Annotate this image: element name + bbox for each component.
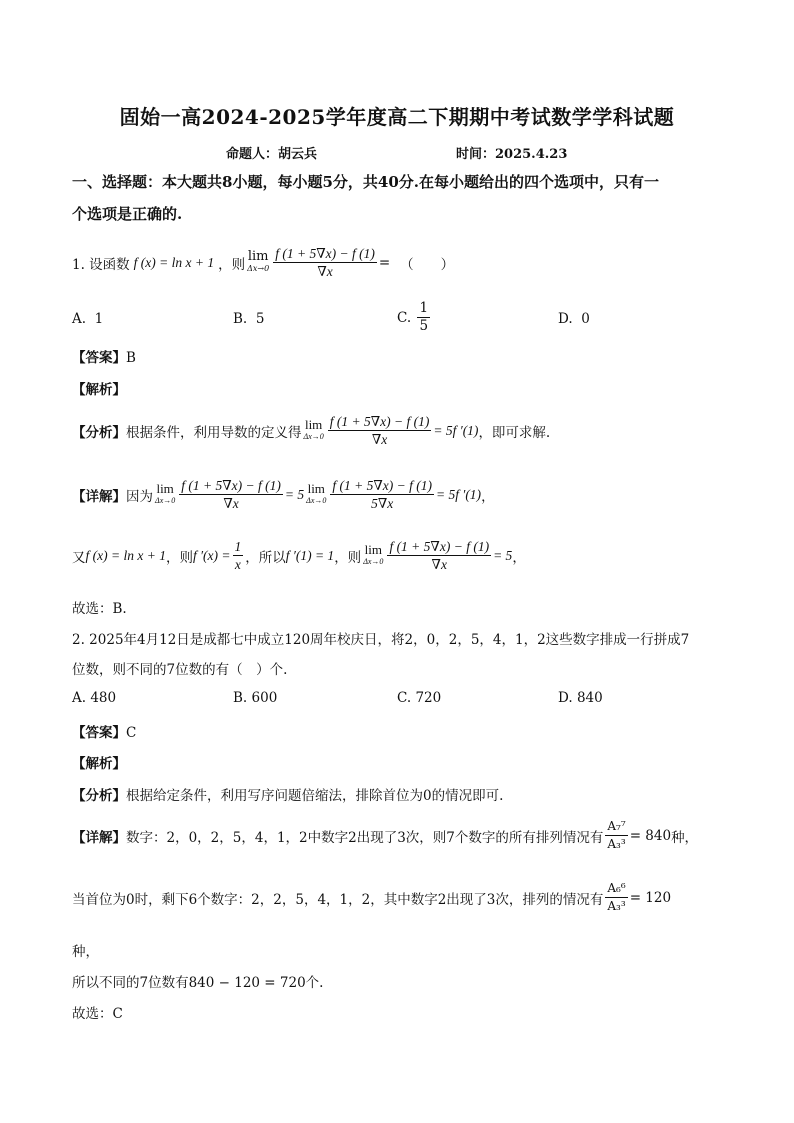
q1-paren: （ ） (400, 256, 455, 273)
q1-then: ，则 (218, 256, 246, 273)
q2-answer: 【答案】C (72, 725, 137, 741)
q1-eq: = (378, 254, 391, 271)
q2-xiangjie-line2: 当首位为0时，剩下6个数字：2，2，5，4，1，2，其中数字2出现了3次，排列的情况有 $\frac{\text{A₆⁶}}{\text{A₃³}}$ = 120 (72, 881, 672, 913)
q2-xiangjie-line4: 所以不同的7位数有840 − 120 = 720个. (72, 975, 324, 991)
q2-choose: 故选：C (72, 1006, 123, 1022)
section-heading-line2: 个选项是正确的. (72, 205, 183, 223)
q1-option-c-fraction: $\frac{1}{5}$ (419, 300, 429, 334)
q2-xiangjie-line1: 【详解】 数字：2，0，2，5，4，1，2中数字2出现了3次，则7个数字的所有排列情况有 $\frac{\text{A₇⁷}}{\text{A₃³}}$ = 840 种， (72, 819, 699, 851)
q1-choose: 故选：B. (72, 601, 127, 617)
q2-xiangjie-line3: 种， (72, 944, 99, 960)
page-title: 固始一高2024-2025学年度高二下期期中考试数学学科试题 (119, 105, 675, 129)
q2-option-c: C. 720 (397, 690, 442, 706)
q1-limit (247, 248, 270, 275)
q2-fenxi: 【分析】根据给定条件，利用写序问题倍缩法，排除首位为0的情况即可. (72, 788, 504, 804)
q2-analysis-title: 【解析】 (72, 756, 126, 772)
q1-option-c: C. $\frac{1}{5}$ (397, 300, 429, 334)
q1-fraction (273, 245, 377, 280)
q1-xiangjie: 【详解】 因为 lim Δx→0 $\frac{f (1 + 5\nabla x) - f (1)}{\nabla x}$ = 5 lim Δx→0 $\frac{f (1 + 5\nabla x) - f (1)}{5\nabla x}$ = 5f ′(1) ， (72, 478, 495, 511)
q1-lim-label: lim (247, 248, 269, 264)
q2-option-b: B. 600 (233, 690, 278, 706)
time-line: 时间：2025.4.23 (456, 147, 568, 162)
q1-xiangjie-line2: 又 f (x) = ln x + 1 ，则 f ′(x) = $\frac{1}{x}$ ，所以 f ′(1) = 1 ，则 lim Δx→0 $\frac{f (1 + 5\nabla x) - f (1)}{\nabla x}$ = 5 ， (72, 539, 526, 572)
q1-answer: 【答案】B (72, 350, 136, 366)
q2-option-d: D. 840 (558, 690, 603, 706)
author-line: 命题人：胡云兵 (226, 147, 318, 162)
q2-stem-line1: 2. 2025年4月12日是成都七中成立120周年校庆日，将2，0，2，5，4，1，2这些数字排成一行拼成7 (72, 632, 690, 648)
section-heading-line1: 一、选择题：本大题共8小题，每小题5分，共40分.在每小题给出的四个选项中，只有一 (72, 173, 659, 191)
q1-stem (72, 245, 454, 280)
q2-stem-line2: 位数，则不同的7位数的有（ ）个. (72, 662, 288, 678)
q1-lim-sub: Δx→0 (247, 263, 270, 273)
q1-analysis-title: 【解析】 (72, 382, 126, 398)
q1-denominator: ∇x (317, 264, 333, 279)
q1-prefix: 1. 设函数 (72, 256, 130, 273)
q1-option-b: B. 5 (233, 311, 265, 327)
q1-function: f (x) = ln x + 1 (133, 254, 215, 270)
q1-numerator: f (1 + 5∇x) − f (1) (275, 246, 375, 261)
q1-option-a: A. 1 (72, 311, 104, 327)
q1-option-d: D. 0 (558, 311, 590, 327)
q2-option-a: A. 480 (72, 690, 117, 706)
q1-fenxi: 【分析】 根据条件，利用导数的定义得 lim Δx→0 $\frac{f (1 + 5\nabla x) - f (1)}{\nabla x}$ = 5f ′(1) ，即可求解. (72, 414, 551, 447)
